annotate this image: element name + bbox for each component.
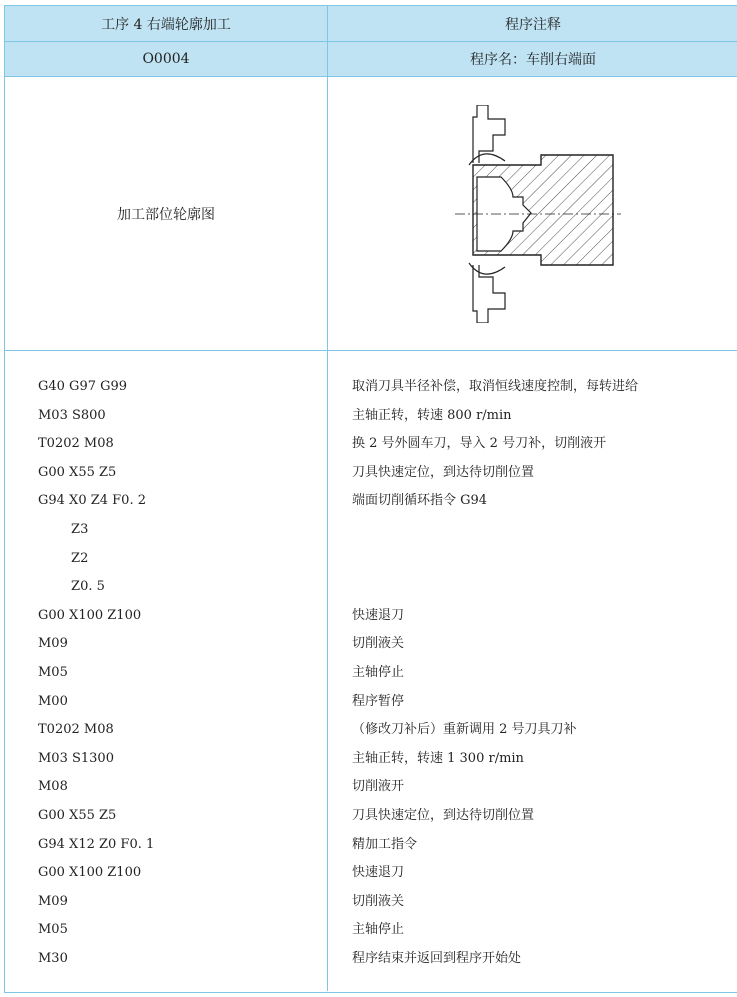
program-code-line: Z0. 5 [38, 579, 105, 595]
program-comment-line: （修改刀补后）重新调用 2 号刀具刀补 [352, 722, 577, 738]
program-comment-line: 取消刀具半径补偿，取消恒线速度控制，每转进给 [352, 379, 639, 394]
program-comment-line: 精加工指令 [352, 836, 418, 852]
program-comment-line: 快速退刀 [352, 607, 405, 623]
process-title: 工序 4 右端轮廓加工 [101, 16, 231, 33]
program-comment-line: 程序结束并返回到程序开始处 [352, 951, 522, 966]
program-code-line: M03 S800 [38, 407, 106, 423]
program-code-line: M30 [38, 951, 68, 966]
program-comment-line: 端面切削循环指令 G94 [352, 493, 488, 509]
program-code-line: T0202 M08 [38, 436, 114, 452]
program-code-line: G00 X100 Z100 [38, 607, 142, 623]
program-code-line: M08 [38, 779, 68, 795]
program-comment-line: 主轴正转，转速 1 300 r/min [352, 750, 524, 766]
program-code-line: G00 X55 Z5 [38, 808, 117, 823]
figure-label: 加工部位轮廓图 [117, 206, 215, 223]
program-code-line: Z3 [38, 522, 89, 537]
program-number: O0004 [142, 51, 190, 67]
program-comment-line: 刀具快速定位，到达待切削位置 [352, 808, 535, 823]
lathe-chuck-workpiece-drawing-icon [443, 105, 633, 323]
program-comment-line: 切削液开 [352, 779, 405, 795]
program-comment-line: 切削液关 [352, 893, 405, 909]
program-name: 程序名：车削右端面 [470, 52, 596, 68]
program-code-line: G40 G97 G99 [38, 379, 128, 394]
header-row [5, 5, 737, 41]
program-comment-line: 快速退刀 [352, 865, 405, 881]
program-comment-line: 主轴停止 [352, 665, 405, 680]
column-divider [327, 77, 328, 350]
comment-column-header: 程序注释 [505, 16, 561, 33]
program-code-line: G00 X55 Z5 [38, 464, 117, 480]
program-code-line: G94 X12 Z0 F0. 1 [38, 836, 155, 852]
program-code-line: T0202 M08 [38, 722, 114, 738]
program-code-line: M03 S1300 [38, 750, 114, 766]
column-divider [327, 351, 328, 991]
program-comment-line: 切削液关 [352, 636, 405, 652]
program-comment-line: 程序暂停 [352, 693, 405, 709]
program-code-line: Z2 [38, 550, 89, 566]
program-body [5, 351, 737, 991]
program-comment-line: 换 2 号外圆车刀，导入 2 号刀补，切削液开 [352, 436, 607, 452]
program-code-line: M09 [38, 893, 68, 909]
program-code-line: M05 [38, 665, 68, 680]
program-comment-line: 主轴停止 [352, 922, 405, 938]
program-code-line: M00 [38, 693, 68, 709]
program-name-row [5, 41, 737, 77]
program-comment-line: 主轴正转，转速 800 r/min [352, 407, 512, 423]
program-code-line: G94 X0 Z4 F0. 2 [38, 493, 146, 509]
program-comment-line: 刀具快速定位，到达待切削位置 [352, 464, 535, 480]
program-code-line: M05 [38, 922, 68, 938]
program-code-line: G00 X100 Z100 [38, 865, 142, 881]
program-code-line: M09 [38, 636, 68, 652]
